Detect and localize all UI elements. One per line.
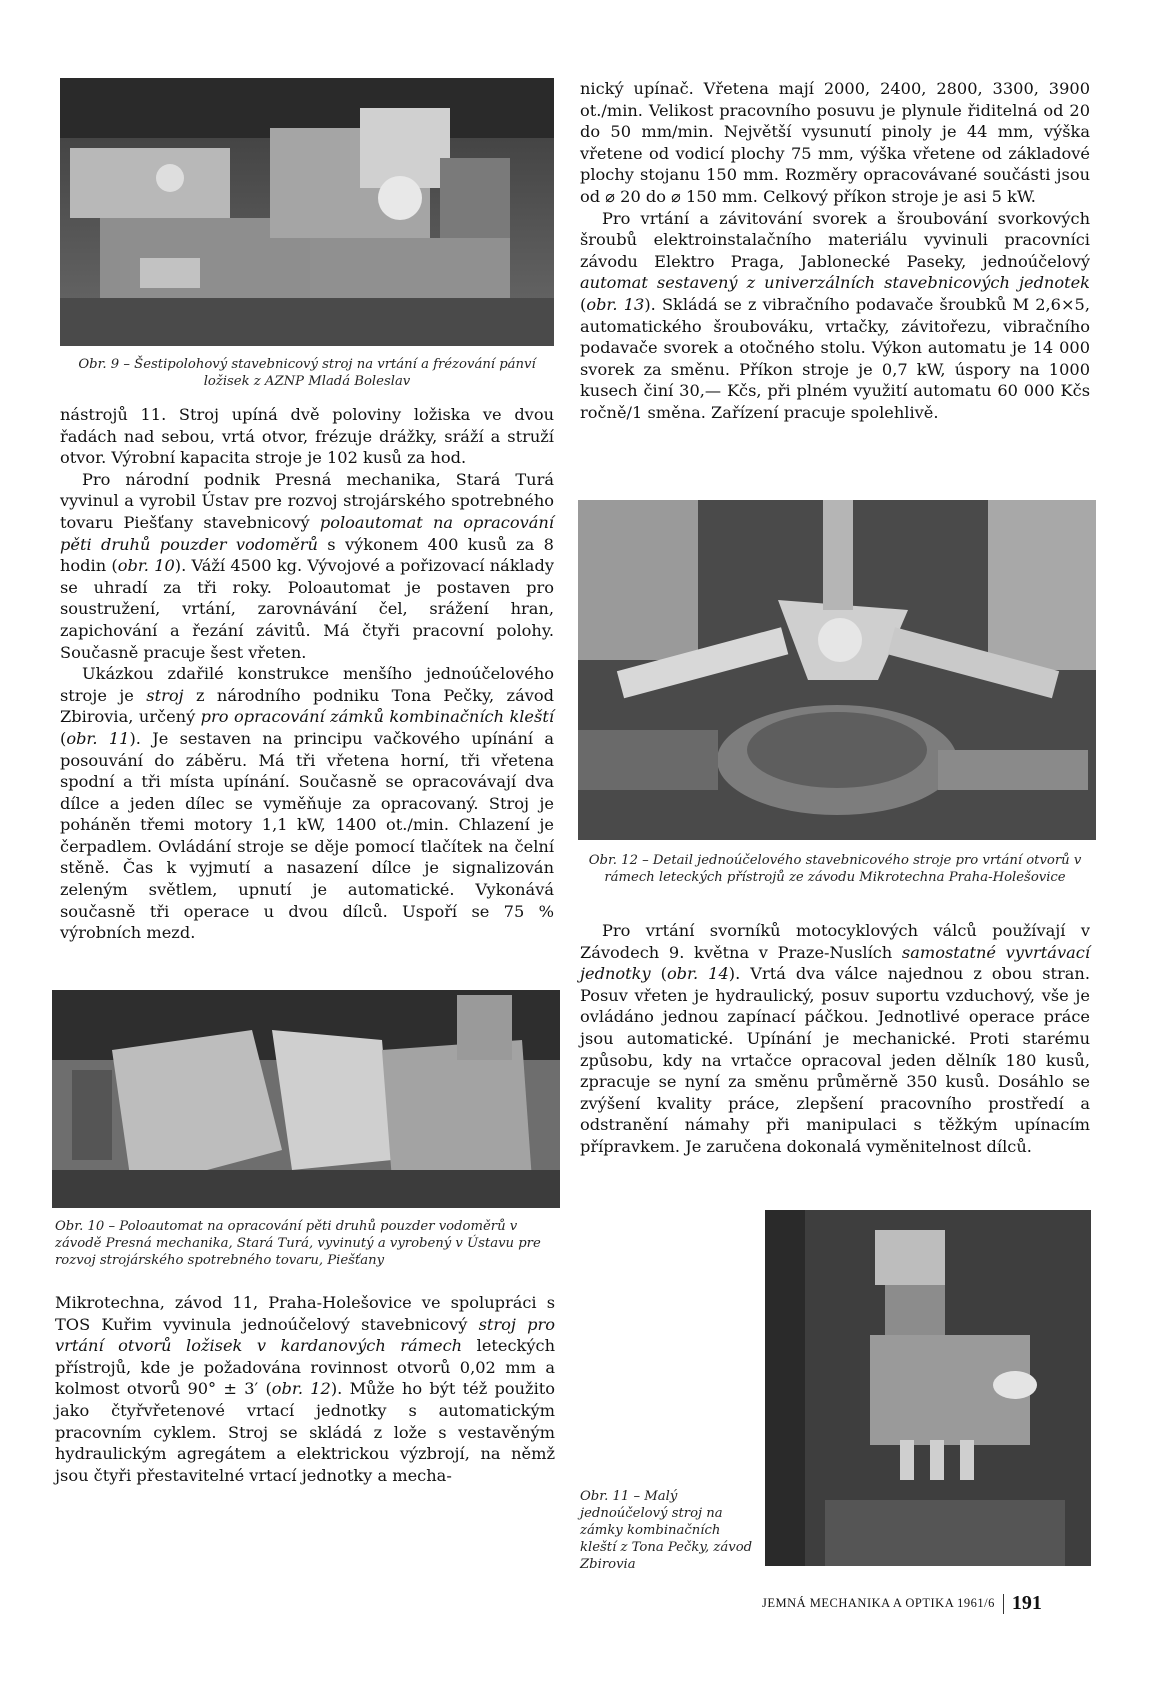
figure-10-caption: Obr. 10 – Poloautomat na opracování pěti druhů pouzder vodoměrů v závodě Presná mechanika, Stará Turá, vyvinutý a vyrobený v Ústavu pre rozvoj strojárského spotrebného tovaru, Piešťany <box>55 1219 541 1268</box>
figure-11-caption: Obr. 11 – Malý jednoúčelový stroj na zámky kombinačních kleští z Tona Pečky, závod Zbirovia <box>580 1489 753 1572</box>
left-paragraph-1: nástrojů 11. Stroj upíná dvě poloviny ložiska ve dvou řadách nad sebou, vrtá otvor, frézuje drážky, sráží a struží otvor. Výrobní kapacita stroje je 102 kusů za hod. <box>60 405 554 468</box>
figure-12-caption-box <box>580 852 1090 886</box>
right-paragraph-3: Pro vrtání svorníků motocyklových válců používají v Závodech 9. května v Praze-Nuslích samostatné vyvrtávací jednotky (obr. 14). Vrtá dva válce najednou z obou stran. Posuv vřeten je hydraulický, posuv suportu vzduchový, vše je ovládáno jednou zapínací páčkou. Jednotlivé operace práce jsou automatické. Upínání je mechanické. Proti starému způsobu, kdy na vrtačce opracoval jeden dělník 180 kusů, zpracuje se nyní za směnu průměrně 350 kusů. Dosáhlo se zvýšení kvality práce, zlepšení pracovního prostředí a odstranění námahy při manipulaci s těžkým upínacím přípravkem. Je zaručena dokonalá vyměnitelnost dílců. <box>580 921 1090 1156</box>
journal-title: JEMNÁ MECHANIKA A OPTIKA 1961/6 <box>762 1596 995 1611</box>
page-number: 191 <box>1011 1592 1042 1614</box>
figure-9-caption-box <box>60 356 554 390</box>
figure-12-photo <box>578 500 1096 840</box>
right-column-text <box>580 78 1090 424</box>
figure-12-caption: Obr. 12 – Detail jednoúčelového stavebnicového stroje pro vrtání otvorů v rámech leteckých přístrojů ze závodu Mikrotechna Praha-Holešovice <box>588 853 1082 885</box>
figure-9-caption: Obr. 9 – Šestipolohový stavebnicový stroj na vrtání a frézování pánví ložisek z AZNP Mladá Boleslav <box>78 357 536 389</box>
left-paragraph-3: Ukázkou zdařilé konstrukce menšího jednoúčelového stroje je stroj z národního podniku Tona Pečky, závod Zbirovia, určený pro opracování zámků kombinačních kleští (obr. 11). Je sestaven na principu vačkového upínání a posouvání do záběru. Má tři vřetena horní, tři vřetena spodní a tři místa upínání. Současně se opracovávají dva dílce a jeden dílec se vyměňuje za opracovaný. Stroj je poháněn třemi motory 1,1 kW, 1400 ot./min. Chlazení je čerpadlem. Ovládání stroje se děje pomocí tlačítek na čelní stěně. Čas k vyjmutí a nasazení dílce je signalizován zeleným světlem, upnutí je automatické. Vykonává současně tři operace u dvou dílců. Uspoří se 75 % výrobních mezd. <box>60 664 555 943</box>
page-footer <box>762 1592 1042 1615</box>
figure-9-photo <box>60 78 554 346</box>
right-paragraph-1: nický upínač. Vřetena mají 2000, 2400, 2800, 3300, 3900 ot./min. Velikost pracovního posuvu je plynule řiditelná od 20 do 50 mm/min. Největší vysunutí pinoly je 44 mm, výška vřetene od vodicí plochy 75 mm, výška vřetene od základové plochy stojanu 150 mm. Rozměry opracovávané součásti jsou od ⌀ 20 do ⌀ 150 mm. Celkový příkon stroje je asi 5 kW. <box>580 79 1090 206</box>
left-paragraph-4: Mikrotechna, závod 11, Praha-Holešovice ve spolupráci s TOS Kuřim vyvinula jednoúčelový stavebnicový stroj pro vrtání otvorů ložisek v kardanových rámech leteckých přístrojů, kde je požadována rovinnost otvorů 0,02 mm a kolmost otvorů 90° ± 3′ (obr. 12). Může ho být též použito jako čtyřvřetenové vrtací jednotky s automatickým pracovním cyklem. Stroj se skládá z lože s vestavěným hydraulickým agregátem a elektrickou výzbrojí, na němž jsou čtyři přestavitelné vrtací jednotky a mecha- <box>55 1293 556 1485</box>
left-column-text <box>60 404 554 944</box>
figure-11-photo <box>765 1210 1091 1566</box>
figure-11-caption-box <box>580 1488 756 1573</box>
right-paragraph-2: Pro vrtání a závitování svorek a šroubování svorkových šroubů elektroinstalačního materiálu vyvinuli pracovníci závodu Elektro Praga, Jablonecké Paseky, jednoúčelový automat sestavený z univerzálních stavebnicových jednotek (obr. 13). Skládá se z vibračního podavače šroubků M 2,6×5, automatického šroubováku, vrtačky, závitořezu, vibračního podavače svorek a otočného stolu. Výkon automatu je 14 000 svorek za směnu. Příkon stroje je 0,7 kW, úspory na 1000 kusech činí 30,— Kčs, při plném využití automatu 60 000 Kčs ročně/1 směna. Zařízení pracuje spolehlivě. <box>580 208 1090 422</box>
figure-10-photo <box>52 990 560 1208</box>
figure-10-caption-box <box>55 1218 555 1269</box>
left-paragraph-2: Pro národní podnik Presná mechanika, Stará Turá vyvinul a vyrobil Ústav pre rozvoj strojárského spotrebného tovaru Piešťany stavebnicový poloautomat na opracování pěti druhů pouzder vodoměrů s výkonem 400 kusů za 8 hodin (obr. 10). Váží 4500 kg. Vývojové a pořizovací náklady se uhradí za tři roky. Poloautomat je postaven pro soustružení, vrtání, zarovnávání čel, srážení hran, zapichování a řezání závitů. Má čtyři pracovní polohy. Současně pracuje šest vřeten. <box>60 469 554 662</box>
right-column-text-middle <box>580 920 1090 1158</box>
left-column-text-bottom <box>55 1292 555 1486</box>
footer-separator <box>1003 1594 1004 1614</box>
